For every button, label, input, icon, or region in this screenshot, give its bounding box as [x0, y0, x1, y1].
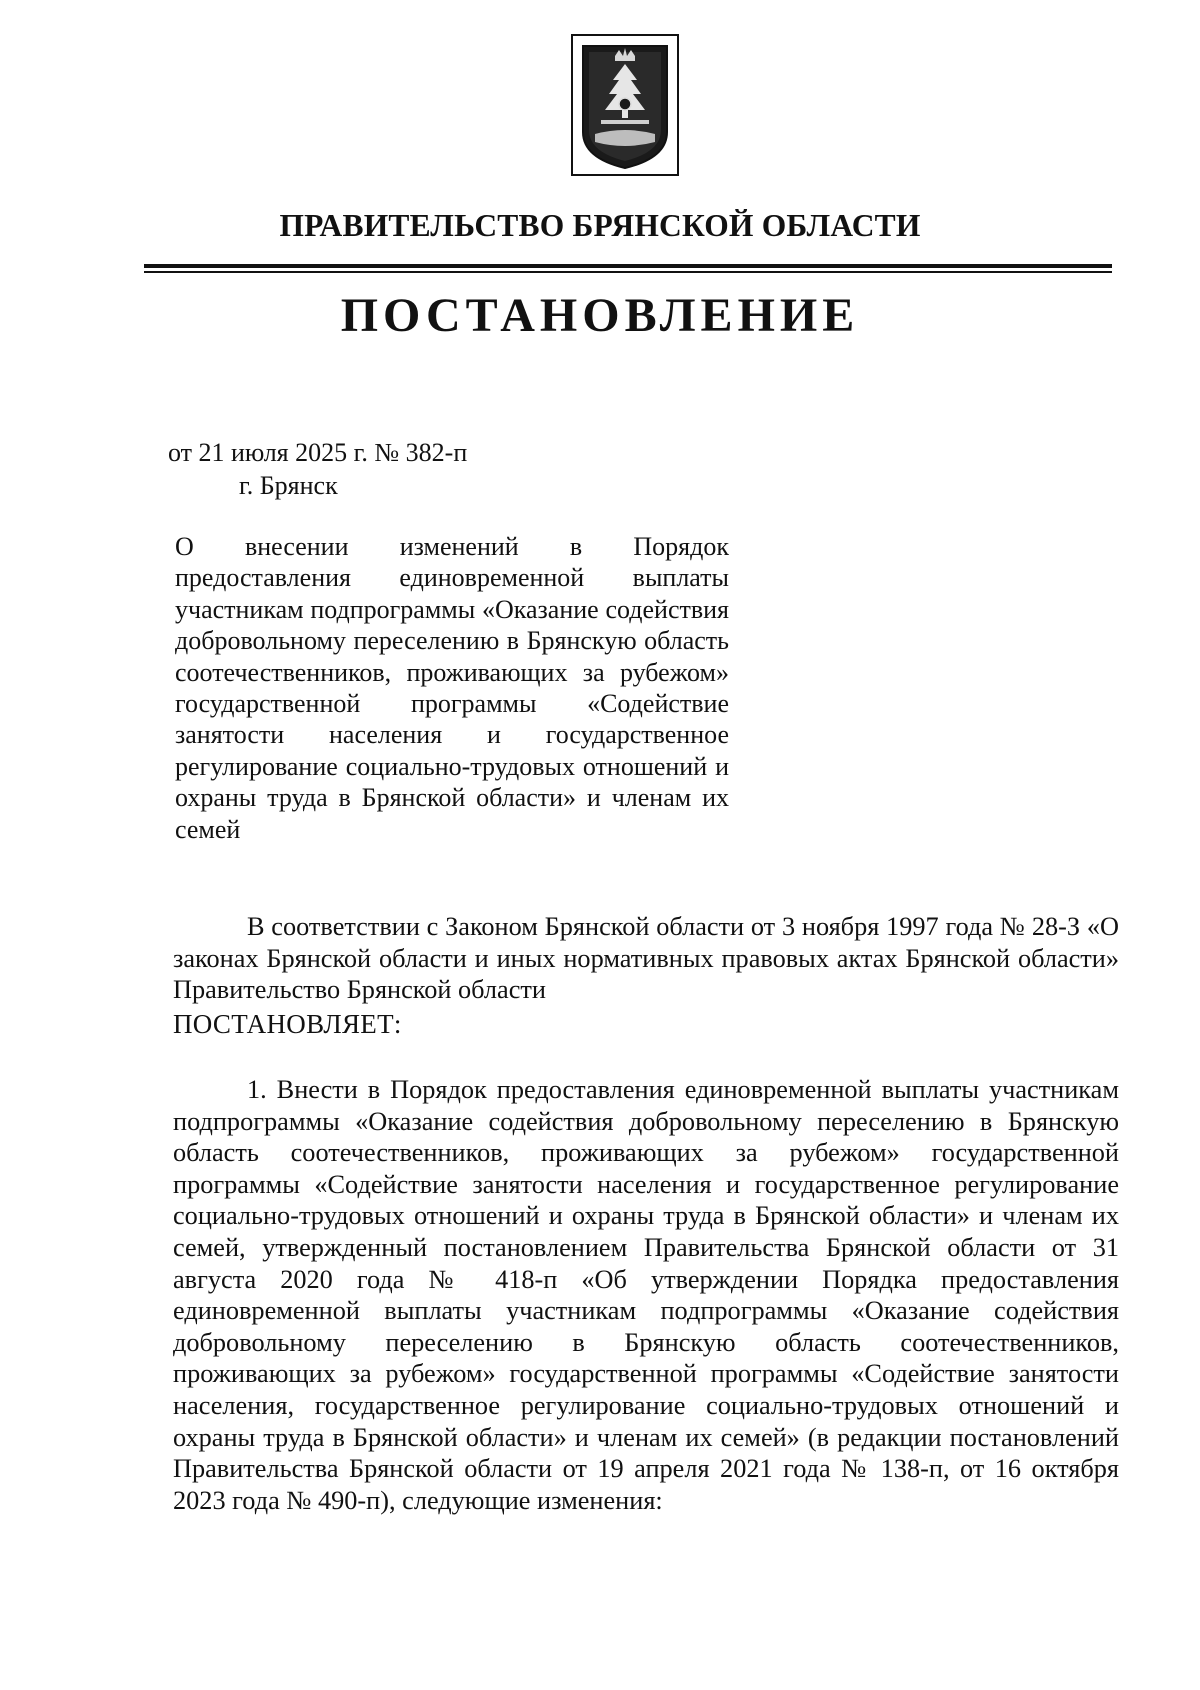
bryansk-coat-of-arms-icon [571, 34, 679, 176]
item-1-text: 1. Внести в Порядок предоставления единовременной выплаты участникам подпрограммы «Оказание содействия добровольному переселению в Брянскую область соотечественников, проживающих за рубежом» государственной программы «Содействие занятости населения и государственное регулирование социально-трудовых отношений и охраны труда в Брянской области» и членам их семей, утвержденный постановлением Правительства Брянской области от 31 августа 2020 года № 418-п «Об утверждении Порядка предоставления единовременной выплаты участникам подпрограммы «Оказание содействия добровольному переселению в Брянскую область соотечественников, проживающих за рубежом» государственной программы «Содействие занятости населения, государственное регулирование социально-трудовых отношений и охраны труда в Брянской области» и членам их семей» (в редакции постановлений Правительства Брянской области от 19 апреля 2021 года № 138-п, от 16 октября 2023 года № 490-п), следующие изменения: [173, 1075, 1119, 1515]
preamble-text: В соответствии с Законом Брянской области от 3 ноября 1997 года № 28-З «О законах Брянской области и иных нормативных правовых актах Брянской области» Правительство Брянской области [173, 912, 1119, 1005]
date-number: от 21 июля 2025 г. № 382-п [168, 438, 468, 467]
authority-title: ПРАВИТЕЛЬСТВО БРЯНСКОЙ ОБЛАСТИ [279, 208, 921, 243]
item-1-paragraph [173, 1074, 1119, 1516]
document-type: ПОСТАНОВЛЕНИЕ [340, 289, 860, 342]
header-rule-thick [144, 264, 1112, 268]
document-meta [168, 436, 467, 502]
place: г. Брянск [239, 471, 338, 500]
preamble-paragraph [173, 911, 1119, 1006]
header-rule-thin [144, 271, 1112, 273]
document-subject: О внесении изменений в Порядок предоставления единовременной выплаты участникам подпрограммы «Оказание содействия добровольному переселению в Брянскую область соотечественников, проживающих за рубежом» государственной программы «Содействие занятости населения и государственное регулирование социально-трудовых отношений и охраны труда в Брянской области» и членам их семей [175, 532, 729, 844]
decree-word: ПОСТАНОВЛЯЕТ: [173, 1009, 402, 1039]
